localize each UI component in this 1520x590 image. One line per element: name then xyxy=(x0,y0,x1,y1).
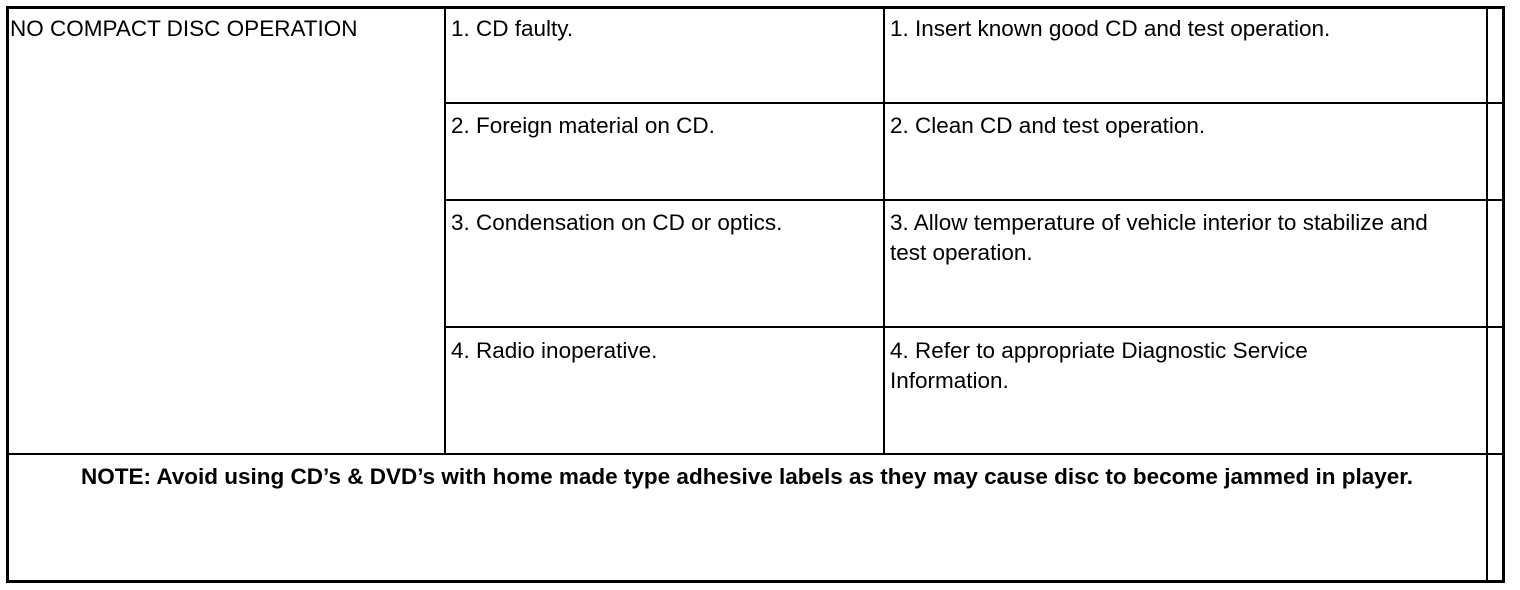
column-divider-right-edge xyxy=(1486,6,1488,583)
correction-cell: 1. Insert known good CD and test operation. xyxy=(890,16,1331,41)
column-divider-cause xyxy=(883,6,885,454)
note-text: NOTE: Avoid using CD’s & DVD’s with home made type adhesive labels as they may cause disc to become jammed in player. xyxy=(80,464,1414,489)
cause-cell: 2. Foreign material on CD. xyxy=(451,113,715,138)
correction-cell: 2. Clean CD and test operation. xyxy=(890,113,1206,138)
row-divider-3 xyxy=(444,326,1505,328)
cause-cell: 4. Radio inoperative. xyxy=(451,338,658,363)
correction-cell: 4. Refer to appropriate Diagnostic Service Information. xyxy=(890,338,1308,393)
note-divider xyxy=(6,453,1505,455)
row-divider-1 xyxy=(444,102,1505,104)
diagnostic-table xyxy=(6,6,1505,583)
column-divider-symptom xyxy=(444,6,446,454)
row-divider-2 xyxy=(444,199,1505,201)
symptom-cell: NO COMPACT DISC OPERATION xyxy=(10,16,358,41)
correction-cell: 3. Allow temperature of vehicle interior to stabilize and test operation. xyxy=(890,210,1428,265)
cause-cell: 1. CD faulty. xyxy=(451,16,574,41)
cause-cell: 3. Condensation on CD or optics. xyxy=(451,210,783,235)
